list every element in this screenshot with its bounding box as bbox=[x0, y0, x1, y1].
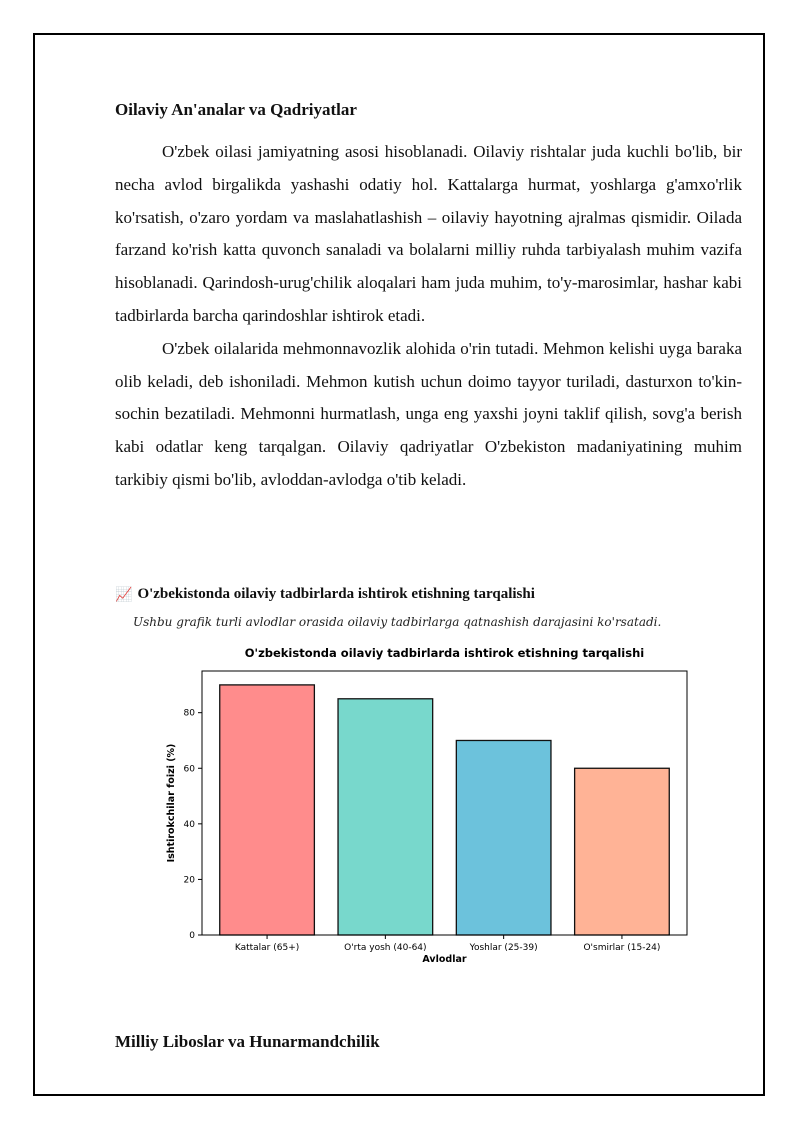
x-tick-label-0: Kattalar (65+) bbox=[234, 943, 300, 953]
x-axis-label: Avlodlar bbox=[422, 954, 467, 965]
figure-heading bbox=[115, 586, 535, 603]
y-tick-label-4: 80 bbox=[183, 708, 195, 719]
section-1 bbox=[115, 100, 742, 120]
chart-title: O'zbekistonda oilaviy tadbirlarda ishtirok etishning tarqalishi bbox=[244, 646, 645, 660]
section-title: Oilaviy An'analar va Qadriyatlar bbox=[115, 100, 357, 119]
chart-increasing-icon: 📈 bbox=[115, 586, 133, 603]
figure-heading-text: O'zbekistonda oilaviy tadbirlarda ishtirok etishning tarqalishi bbox=[137, 586, 535, 602]
x-tick-label-2: Yoshlar (25-39) bbox=[469, 943, 538, 953]
figure-caption: Ushbu grafik turli avlodlar orasida oilaviy tadbirlarga qatnashish darajasini ko'rsatadi. bbox=[133, 615, 662, 629]
section-1-body bbox=[115, 136, 742, 497]
bar-3 bbox=[575, 768, 670, 935]
paragraph-2: O'zbek oilalarida mehmonnavozlik alohida o'rin tutadi. Mehmon kelishi uyga baraka olib keladi, deb ishoniladi. Mehmon kutish uchun doimo tayyor turiladi, dasturxon to'kin-sochin bezatiladi. Mehmonni hurmatlash, unga eng yaxshi joyni taklif qilish, sovg'a berish kabi odatlar keng tarqalgan. Oilaviy qadriyatlar O'zbekiston madaniyatining muhim tarkibiy qismi bo'lib, avloddan-avlodga o'tib keladi. bbox=[115, 338, 742, 489]
bar-1 bbox=[338, 699, 433, 935]
bar-0 bbox=[220, 685, 315, 935]
x-tick-label-3: O'smirlar (15-24) bbox=[583, 943, 661, 953]
y-tick-label-3: 60 bbox=[183, 764, 195, 775]
y-axis-label: Ishtirokchilar foizi (%) bbox=[166, 743, 177, 863]
section-title-2: Milliy Liboslar va Hunarmandchilik bbox=[115, 1032, 380, 1051]
y-tick-label-1: 20 bbox=[183, 875, 195, 886]
x-tick-label-1: O'rta yosh (40-64) bbox=[344, 943, 427, 953]
section-2 bbox=[115, 1032, 742, 1052]
bar-chart bbox=[155, 640, 695, 975]
paragraph-1: O'zbek oilasi jamiyatning asosi hisoblanadi. Oilaviy rishtalar juda kuchli bo'lib, bir necha avlod birgalikda yashashi odatiy hol. Kattalarga hurmat, yoshlarga g'amxo'rlik ko'rsatish, o'zaro yordam va maslahatlashish – oilaviy hayotning ajralmas qismidir. Oilada farzand ko'rish katta quvonch sanaladi va bolalarni milliy ruhda tarbiyalash muhim vazifa hisoblanadi. Qarindosh-urug'chilik aloqalari ham juda muhim, to'y-marosimlar, hashar kabi tadbirlarda barcha qarindoshlar ishtirok etadi. bbox=[115, 142, 742, 325]
bar-2 bbox=[456, 740, 551, 935]
y-tick-label-2: 40 bbox=[183, 819, 195, 830]
y-tick-label-0: 0 bbox=[189, 931, 195, 941]
